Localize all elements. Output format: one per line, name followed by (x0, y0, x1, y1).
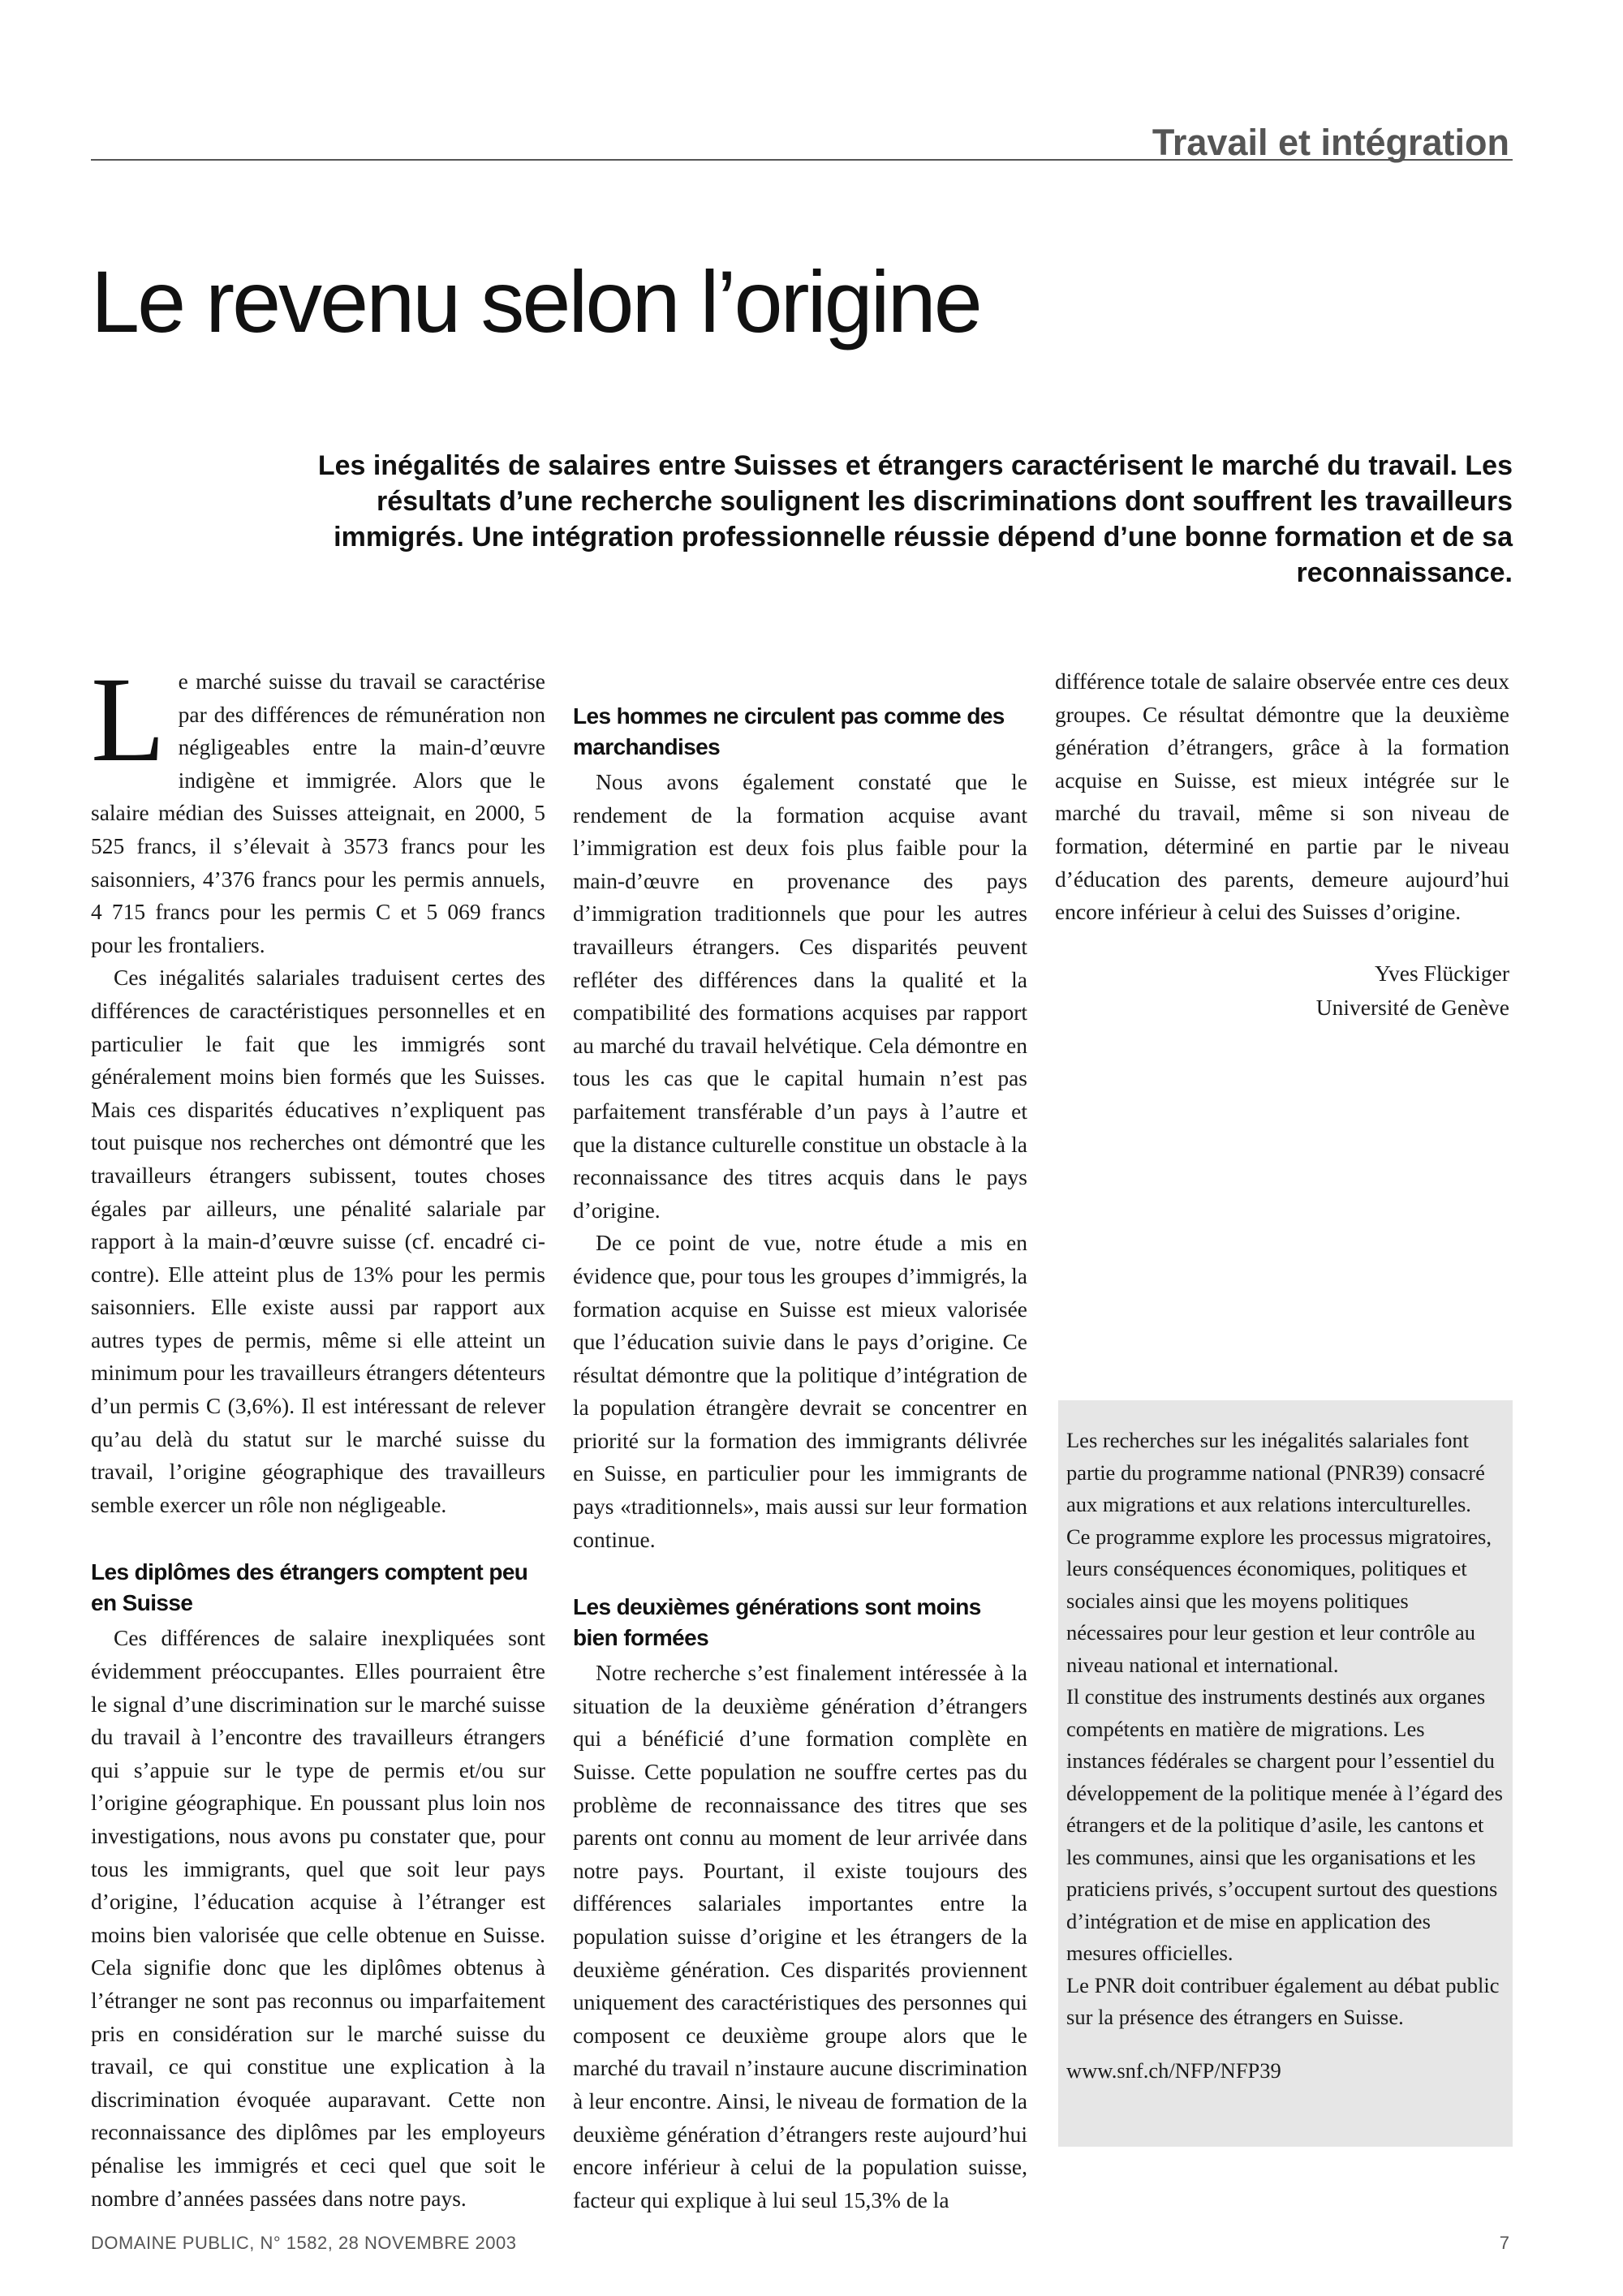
article-column-3 (1055, 665, 1509, 1025)
info-text-1: Les recherches sur les inégalités salariales font partie du programme national (PNR39) consacré aux migrations et aux relations interculturelles. (1066, 1428, 1485, 1516)
paragraph-text: e marché suisse du travail se caractérise par des différences de rémunération non négligeables entre la main-d’œuvre indigène et immigrée. Alors que le salaire médian des Suisses atteignait, en 2000, 5 525 francs, il s’élevait à 3573 francs pour les saisonniers, 4’376 francs pour les permis annuels, 4 715 francs pour les permis C et 5 069 francs pour les frontaliers. (91, 669, 545, 957)
author-name: Yves Flückiger (1374, 960, 1509, 986)
article-paragraph-3: Ces différences de salaire inexpliquées sont évidemment préoccupantes. Elles pourraient être le signal d’une discrimination sur le marché suisse du travail à l’encontre des travailleurs étrangers qui s’appuie sur le type de permis et/ou sur l’origine géographique. En poussant plus loin nos investigations, nous avons pu constater que, pour tous les immigrants, quel que soit leur pays d’origine, l’éducation acquise à l’étranger est moins bien valorisée que celle obtenue en Suisse. Cela signifie donc que les diplômes obtenus à l’étranger ne sont pas reconnus ou imparfaitement pris en considération sur le marché suisse du travail, ce qui constitue une explication à la discrimination évoquée auparavant. Cette non reconnaissance des diplômes par les employeurs pénalise les immigrés et ceci quel que soit le nombre d’années passées dans notre pays. (91, 1625, 545, 2211)
article-paragraph-6-continued: différence totale de salaire observée entre ces deux groupes. Ce résultat démontre que la deuxième génération d’étrangers, grâce à la formation acquise en Suisse, est mieux intégrée sur le marché du travail, même si son niveau de formation, déterminé en partie par le niveau d’éducation des parents, demeure aujourd’hui encore inférieur à celui des Suisses d’origine. (1055, 669, 1509, 925)
page-title: Le revenu selon l’origine (91, 252, 980, 350)
info-text-2: Ce programme explore les processus migratoires, leurs conséquences économiques, politiques et sociales ainsi que les moyens politiques nécessaires pour leur gestion et leur contrôle au niveau national et international. (1066, 1524, 1492, 1677)
drop-cap: L (91, 652, 166, 787)
page-number: 7 (1499, 2233, 1509, 2253)
section-heading: Travail et intégration (1152, 122, 1509, 163)
article-paragraph-6: Notre recherche s’est finalement intéressée à la situation de la deuxième génération d’étrangers qui a bénéficié d’une formation complète en Suisse. Cette population ne souffre certes pas du problème de reconnaissance des titres que ses parents ont connu au moment de leur arrivée dans notre pays. Pourtant, il existe toujours des différences salariales importantes entre la population suisse d’origine et les étrangers de la deuxième génération. Ces disparités proviennent uniquement des caractéristiques des personnes qui composent ce deuxième groupe alors que le marché du travail n’instaure aucune discrimination à leur encontre. Ainsi, le niveau de formation de la deuxième génération d’étrangers reste aujourd’hui encore inférieur à celui de la population suisse, facteur qui explique à lui seul 15,3% de la (573, 1660, 1027, 2212)
article-column-2 (573, 665, 1027, 2216)
article-paragraph-1 (91, 652, 545, 961)
author-affiliation: Université de Genève (1315, 994, 1509, 1020)
subheading-hommes: Les hommes ne circulent pas comme des marchandises (573, 703, 1005, 759)
article-lead: Les inégalités de salaires entre Suisses et étrangers caractérisent le marché du travail. Les résultats d’une recherche soulignent les discriminations dont souffrent les travailleurs immigrés. Une intégration professionnelle réussie dépend d’une bonne formation et de sa reconnaissance. (317, 450, 1513, 588)
signature-block (1055, 957, 1509, 1025)
article-paragraph-2: Ces inégalités salariales traduisent certes des différences de caractéristiques personnelles et en particulier le fait que les immigrés sont généralement moins bien formés que les Suisses. Mais ces disparités éducatives n’expliquent pas tout puisque nos recherches ont démontré que les travailleurs étrangers subissent, toutes choses égales par ailleurs, une pénalité salariale par rapport à la main-d’œuvre suisse (cf. encadré ci-contre). Elle atteint plus de 13% pour les permis saisonniers. Elle existe aussi par rapport aux autres types de permis, même si elle atteint un minimum pour les travailleurs étrangers détenteurs d’un permis C (3,6%). Il est intéressant de relever qu’au delà du statut sur le marché suisse du travail, l’origine géographique des travailleurs semble exercer un rôle non négligeable. (91, 965, 545, 1517)
article-paragraph-4: Nous avons également constaté que le rendement de la formation acquise avant l’immigration est deux fois plus faible pour la main-d’œuvre en provenance des pays d’immigration traditionnels que pour les autres travailleurs étrangers. Ces disparités peuvent refléter des différences dans la qualité et la compatibilité des formations acquises par rapport au marché du travail helvétique. Cela démontre en tous les cas que le capital humain n’est pas parfaitement transférable d’un pays à l’autre et que la distance culturelle constitue un obstacle à la reconnaissance des titres acquis dans le pays d’origine. (573, 769, 1027, 1223)
info-link[interactable]: www.snf.ch/NFP/NFP39 (1066, 2057, 1281, 2083)
article-column-1 (91, 652, 545, 2215)
info-box (1058, 1400, 1513, 2147)
subheading-diplomes: Les diplômes des étrangers comptent peu en Suisse (91, 1559, 528, 1616)
footer-publication: DOMAINE PUBLIC, N° 1582, 28 NOVEMBRE 2003 (91, 2233, 517, 2253)
info-text-3: Il constitue des instruments destinés aux organes compétents en matière de migrations. Les instances fédérales se chargent pour l’essentiel du développement de la politique menée à l’égard des étrangers et de la politique d’asile, les cantons et les communes, ainsi que les organisations et les praticiens privés, s’occupent surtout des questions d’intégration et de mise en application des mesures officielles. (1066, 1684, 1503, 1965)
subheading-generations: Les deuxièmes générations sont moins bien formées (573, 1594, 981, 1651)
article-paragraph-5: De ce point de vue, notre étude a mis en évidence que, pour tous les groupes d’immigrés, la formation acquise en Suisse est mieux valorisée que l’éducation suivie dans le pays d’origine. Ce résultat démontre que la politique d’intégration de la population étrangère devrait se concentrer en priorité sur la formation des immigrants délivrée en Suisse, en particulier pour les immigrants de pays «traditionnels», mais aussi sur leur formation continue. (573, 1230, 1027, 1552)
info-text-4: Le PNR doit contribuer également au débat public sur la présence des étrangers en Suisse. (1066, 1972, 1500, 2029)
